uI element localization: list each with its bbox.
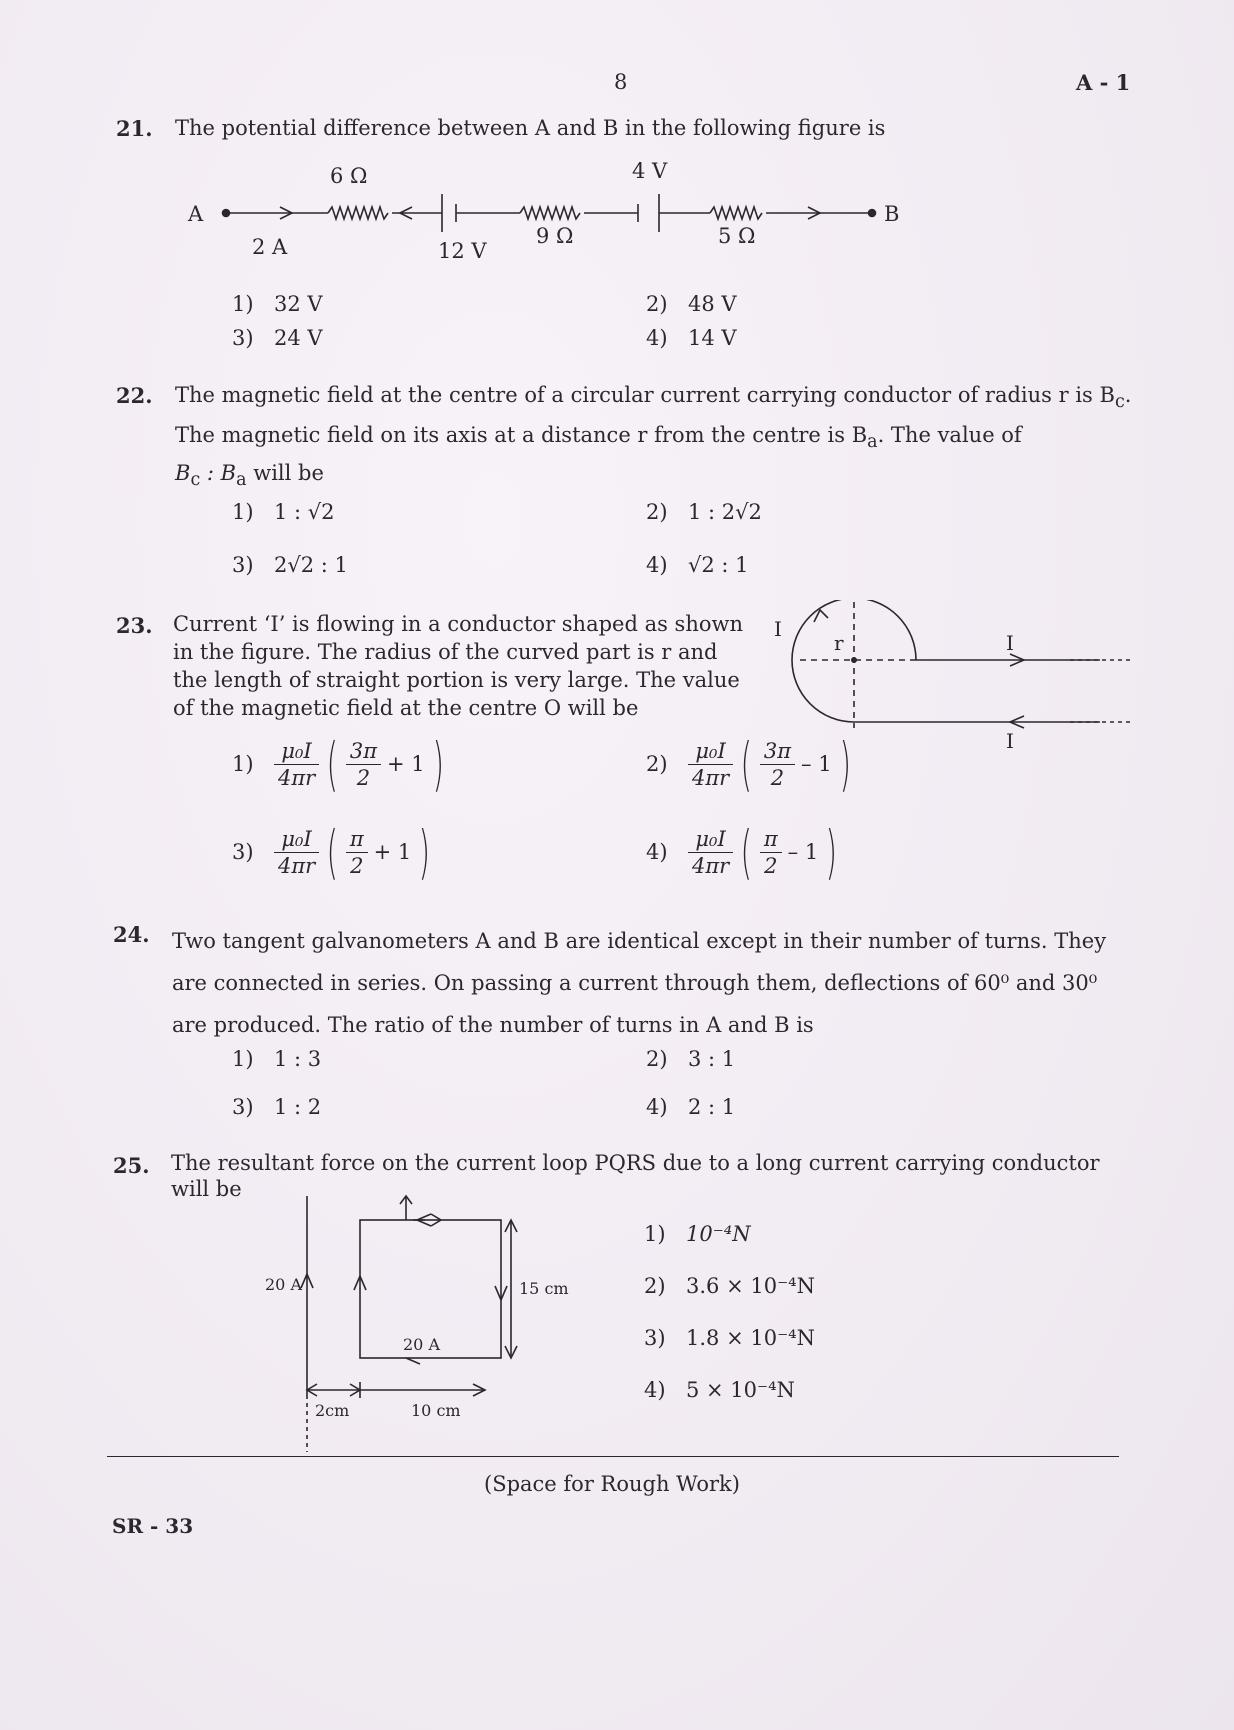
width-label: 10 cm — [411, 1401, 461, 1420]
option[interactable]: 3) 1.8 × 10⁻⁴N — [644, 1326, 815, 1350]
option[interactable]: 1) 1 : 3 — [232, 1047, 322, 1071]
current-label: I — [1006, 729, 1014, 750]
page-number: 8 — [614, 70, 628, 94]
option[interactable]: 3) 24 V — [232, 326, 323, 350]
option[interactable]: 4) √2 : 1 — [646, 553, 749, 577]
current-label: I — [774, 617, 782, 641]
radius-label: r — [834, 631, 844, 655]
question-text: The magnetic field at the centre of a circular current carrying conductor of radius r is $B_c$. The magnetic field on its axis at a distance r from the centre is $B_a$. The value of $B_c$ : $B_a$ will be — [175, 383, 1132, 491]
height-label: 15 cm — [519, 1279, 569, 1298]
current-loop-diagram — [255, 1190, 575, 1460]
option[interactable]: 1) $\frac{\text{μ₀I}}{4\pi r}$ ( $\frac{3\pi}{2}$ + 1 ) — [232, 730, 444, 798]
option[interactable]: 1) 10⁻⁴N — [644, 1222, 751, 1246]
resistor-6-label: 6 Ω — [330, 164, 368, 188]
series-code: A - 1 — [1076, 70, 1131, 95]
circuit-diagram — [180, 150, 940, 270]
node-a-label: A — [188, 202, 204, 226]
option[interactable]: 4) $\frac{\text{μ₀I}}{4\pi r}$ ( $\frac{\pi}{2}$ – 1 ) — [646, 818, 838, 886]
battery-4v-label: 4 V — [632, 159, 668, 183]
node-b-label: B — [884, 202, 900, 226]
question-number: 23. — [116, 613, 153, 638]
question-number: 22. — [116, 383, 153, 408]
resistor-5-label: 5 Ω — [718, 224, 756, 248]
question-number: 25. — [113, 1153, 150, 1178]
option[interactable]: 4) 14 V — [646, 326, 737, 350]
option[interactable]: 2) 1 : 2√2 — [646, 500, 762, 524]
option[interactable]: 2) 3.6 × 10⁻⁴N — [644, 1274, 815, 1298]
option[interactable]: 4) 2 : 1 — [646, 1095, 736, 1119]
question-text: Current ‘I’ is flowing in a conductor shaped as shown in the figure. The radius of the curved part is r and the length of straight portion is very large. The value of the magnetic field at the centre O will be — [173, 612, 744, 720]
current-label: 2 A — [252, 235, 288, 259]
question-number: 24. — [113, 922, 150, 947]
rough-work-divider — [107, 1456, 1119, 1457]
conductor-diagram — [770, 600, 1130, 750]
resistor-9-label: 9 Ω — [536, 224, 574, 248]
option[interactable]: 2) $\frac{\text{μ₀I}}{4\pi r}$ ( $\frac{3\pi}{2}$ – 1 ) — [646, 730, 851, 798]
question-text: The resultant force on the current loop PQRS due to a long current carrying conductor will be — [171, 1151, 1100, 1201]
option[interactable]: 4) 5 × 10⁻⁴N — [644, 1378, 795, 1402]
option[interactable]: 1) 1 : √2 — [232, 500, 335, 524]
question-number: 21. — [116, 116, 153, 141]
question-text: Two tangent galvanometers A and B are identical except in their number of turns. They are connected in series. On passing a current through them, deflections of 60⁰ and 30⁰ are produced. The ratio of the number of turns in A and B is — [172, 929, 1107, 1037]
option[interactable]: 1) 32 V — [232, 292, 323, 316]
loop-current-label: 20 A — [403, 1335, 440, 1354]
battery-12v-label: 12 V — [438, 239, 487, 263]
option[interactable]: 3) 1 : 2 — [232, 1095, 322, 1119]
option[interactable]: 3) 2√2 : 1 — [232, 553, 348, 577]
paper-code: SR - 33 — [112, 1514, 194, 1538]
gap-label: 2cm — [315, 1401, 350, 1420]
current-label: I — [1006, 631, 1014, 655]
wire-current-label: 20 A — [265, 1275, 302, 1294]
rough-work-label: (Space for Rough Work) — [484, 1472, 740, 1496]
question-text: The potential difference between A and B in the following figure is — [175, 116, 886, 140]
option[interactable]: 2) 3 : 1 — [646, 1047, 736, 1071]
option[interactable]: 2) 48 V — [646, 292, 737, 316]
option[interactable]: 3) $\frac{\text{μ₀I}}{4\pi r}$ ( $\frac{\pi}{2}$ + 1 ) — [232, 818, 431, 886]
